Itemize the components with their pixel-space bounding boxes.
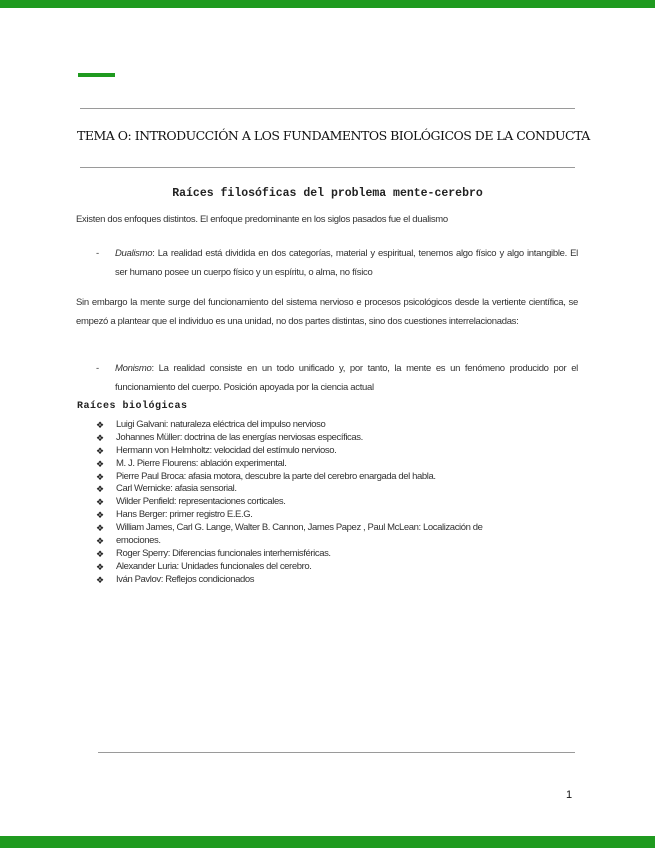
list-item-text: William James, Carl G. Lange, Walter B. Cannon, James Papez , Paul McLean: Localización de bbox=[116, 522, 483, 534]
list-item-text: Luigi Galvani: naturaleza eléctrica del impulso nervioso bbox=[116, 419, 326, 430]
list-item bbox=[96, 483, 566, 496]
title-top-rule bbox=[80, 108, 575, 109]
list-item bbox=[96, 445, 566, 458]
monismo-definition: : La realidad consiste en un todo unificado y, por tanto, la mente es un fenómeno producido por el funcionamiento del cuerpo. Posición apoyada por la ciencia actual bbox=[115, 363, 578, 393]
diamond-bullet-icon: ❖ bbox=[96, 458, 104, 469]
list-item-text: Johannes Müller: doctrina de las energías nerviosas específicas. bbox=[116, 431, 363, 443]
list-item bbox=[96, 535, 566, 548]
dualismo-item bbox=[96, 244, 578, 282]
page-number: 1 bbox=[566, 789, 573, 801]
page-title: TEMA O: INTRODUCCIÓN A LOS FUNDAMENTOS BIOLÓGICOS DE LA CONDUCTA bbox=[77, 128, 590, 143]
list-item-text: M. J. Pierre Flourens: ablación experimental. bbox=[116, 457, 287, 469]
diamond-bullet-icon: ❖ bbox=[96, 561, 104, 572]
diamond-bullet-icon: ❖ bbox=[96, 574, 104, 585]
subsection-heading: Raíces biológicas bbox=[77, 401, 188, 412]
list-item bbox=[96, 561, 566, 574]
diamond-bullet-icon: ❖ bbox=[96, 432, 104, 443]
list-item-text: emociones. bbox=[116, 535, 161, 547]
diamond-bullet-icon: ❖ bbox=[96, 510, 104, 521]
dash-marker: - bbox=[96, 363, 99, 374]
list-item bbox=[96, 471, 566, 484]
diamond-bullet-icon: ❖ bbox=[96, 445, 104, 456]
list-item-text: Hans Berger: primer registro E.E.G. bbox=[116, 509, 253, 521]
list-item-text: Alexander Luria: Unidades funcionales del cerebro. bbox=[116, 560, 312, 572]
dualismo-term: Dualismo bbox=[115, 248, 153, 259]
diamond-bullet-icon: ❖ bbox=[96, 497, 104, 508]
biological-roots-list bbox=[96, 419, 566, 587]
green-accent-mark bbox=[78, 73, 115, 77]
diamond-bullet-icon: ❖ bbox=[96, 471, 104, 482]
section-heading: Raíces filosóficas del problema mente-cerebro bbox=[172, 187, 483, 200]
diamond-bullet-icon: ❖ bbox=[96, 536, 104, 547]
dualismo-text bbox=[115, 244, 578, 282]
footer-rule bbox=[98, 752, 575, 753]
list-item-text: Iván Pavlov: Reflejos condicionados bbox=[116, 573, 255, 585]
diamond-bullet-icon: ❖ bbox=[96, 484, 104, 495]
list-item-text: Pierre Paul Broca: afasia motora, descubre la parte del cerebro enargada del habla. bbox=[116, 470, 436, 482]
list-item bbox=[96, 522, 566, 535]
monismo-term: Monismo bbox=[115, 363, 152, 374]
intro-paragraph: Existen dos enfoques distintos. El enfoque predominante en los siglos pasados fue el dualismo bbox=[76, 214, 448, 225]
list-item bbox=[96, 458, 566, 471]
list-item bbox=[96, 419, 566, 432]
list-item bbox=[96, 509, 566, 522]
dash-marker: - bbox=[96, 248, 99, 259]
list-item-text: Roger Sperry: Diferencias funcionales interhemisféricas. bbox=[116, 547, 331, 559]
title-bottom-rule bbox=[80, 167, 575, 168]
dualismo-definition: : La realidad está dividida en dos categorías, material y espiritual, tenemos algo físico y algo intangible. El ser humano posee un cuerpo físico y un espíritu, o alma, no físico bbox=[115, 248, 578, 278]
diamond-bullet-icon: ❖ bbox=[96, 420, 104, 430]
top-green-bar bbox=[0, 0, 655, 8]
bottom-green-bar bbox=[0, 836, 655, 848]
diamond-bullet-icon: ❖ bbox=[96, 548, 104, 559]
list-item-text: Hermann von Helmholtz: velocidad del estímulo nervioso. bbox=[116, 444, 337, 456]
middle-paragraph: Sin embargo la mente surge del funcionamiento del sistema nervioso e procesos psicológicos desde la vertiente científica, se empezó a plantear que el individuo es una unidad, no dos partes distintas, sino dos cuestiones interrelacionadas: bbox=[76, 297, 578, 327]
list-item bbox=[96, 548, 566, 561]
list-item bbox=[96, 496, 566, 509]
list-item-text: Carl Wernicke: afasia sensorial. bbox=[116, 483, 237, 495]
list-item bbox=[96, 432, 566, 445]
diamond-bullet-icon: ❖ bbox=[96, 523, 104, 534]
list-item bbox=[96, 574, 566, 587]
list-item-text: Wilder Penfield: representaciones corticales. bbox=[116, 496, 286, 508]
monismo-item bbox=[96, 359, 578, 397]
monismo-text bbox=[115, 359, 578, 397]
